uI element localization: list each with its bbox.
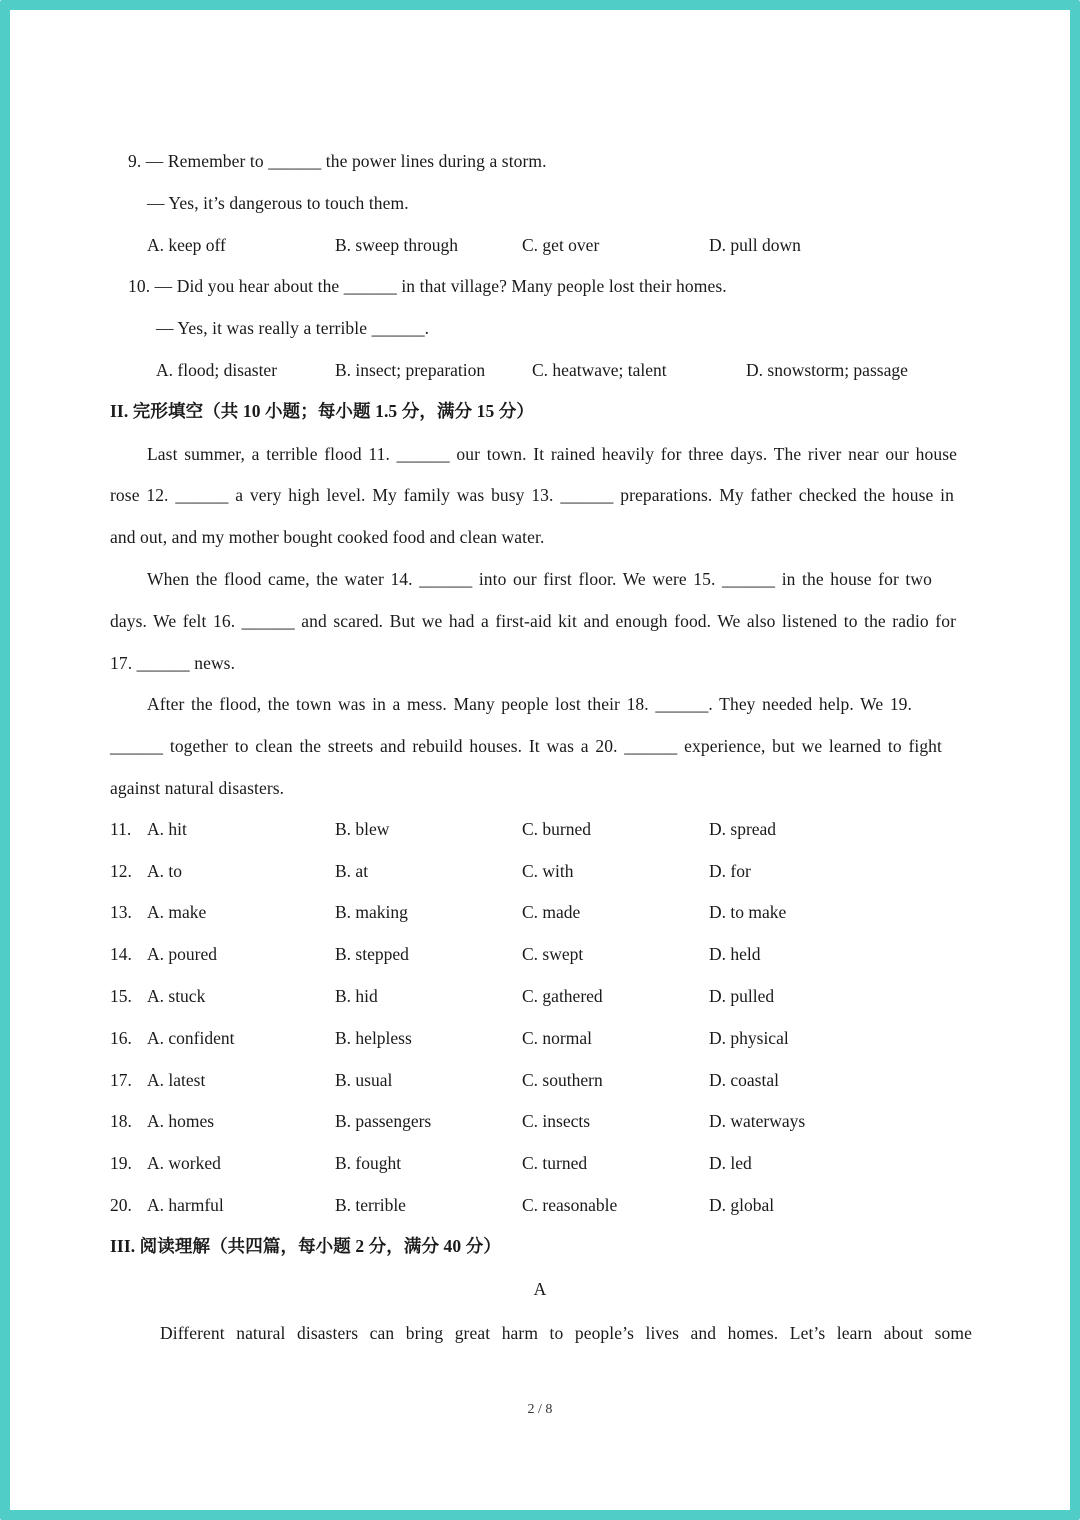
choice-c: C. swept — [522, 944, 584, 964]
choice-a: A. stuck — [147, 986, 206, 1006]
choice-a: A. hit — [147, 819, 187, 839]
choice-c: C. with — [522, 861, 574, 881]
choice-a: A. homes — [147, 1111, 215, 1131]
choice-c: C. normal — [522, 1028, 592, 1048]
choice-d: D. spread — [709, 819, 777, 839]
choice-num: 15. — [110, 986, 132, 1006]
cloze-line-5: days. We felt 16. ______ and scared. But we had a first-aid kit and enough food. We also listened to the radio for — [110, 611, 956, 631]
choice-a: A. latest — [147, 1070, 206, 1090]
choice-a: A. confident — [147, 1028, 235, 1048]
choice-num: 11. — [110, 819, 132, 839]
choice-b: B. blew — [335, 819, 390, 839]
choice-b: B. stepped — [335, 944, 409, 964]
choice-d: D. led — [709, 1153, 752, 1173]
choice-d: D. pulled — [709, 986, 775, 1006]
cloze-line-4: When the flood came, the water 14. ______ into our first floor. We were 15. ______ in the house for two — [147, 569, 932, 589]
q9-option-c: C. get over — [522, 235, 600, 255]
q10-option-a: A. flood; disaster — [156, 360, 278, 380]
q10-stem: 10. — Did you hear about the ______ in that village? Many people lost their homes. — [128, 276, 727, 296]
choice-c: C. made — [522, 902, 581, 922]
choice-num: 19. — [110, 1153, 132, 1173]
choice-d: D. held — [709, 944, 761, 964]
choice-c: C. southern — [522, 1070, 603, 1090]
choice-d: D. to make — [709, 902, 787, 922]
cloze-line-8: ______ together to clean the streets and rebuild houses. It was a 20. ______ experience, but we learned to fight — [110, 736, 942, 756]
choice-num: 18. — [110, 1111, 132, 1131]
cloze-line-6: 17. ______ news. — [110, 653, 236, 673]
cloze-line-1: Last summer, a terrible flood 11. ______ our town. It rained heavily for three days. The river near our house — [147, 444, 957, 464]
q9-reply: — Yes, it’s dangerous to touch them. — [147, 193, 409, 213]
cloze-line-7: After the flood, the town was in a mess. Many people lost their 18. ______. They needed help. We 19. — [147, 694, 912, 714]
choice-num: 14. — [110, 944, 132, 964]
q9-option-b: B. sweep through — [335, 235, 458, 255]
q9-stem: 9. — Remember to ______ the power lines during a storm. — [128, 151, 547, 171]
choice-num: 20. — [110, 1195, 132, 1215]
choice-b: B. terrible — [335, 1195, 406, 1215]
q9-option-d: D. pull down — [709, 235, 801, 255]
choice-b: B. usual — [335, 1070, 393, 1090]
choice-b: B. hid — [335, 986, 378, 1006]
cloze-line-9: against natural disasters. — [110, 778, 285, 798]
q10-option-b: B. insect; preparation — [335, 360, 486, 380]
q10-reply: — Yes, it was really a terrible ______. — [156, 318, 430, 338]
choice-num: 16. — [110, 1028, 132, 1048]
choice-c: C. gathered — [522, 986, 603, 1006]
choice-c: C. insects — [522, 1111, 591, 1131]
choice-a: A. worked — [147, 1153, 221, 1173]
cloze-line-3: and out, and my mother bought cooked food and clean water. — [110, 527, 545, 547]
section-2-title: II. 完形填空（共 10 小题；每小题 1.5 分，满分 15 分） — [110, 401, 534, 421]
passage-a-intro: Different natural disasters can bring great harm to people’s lives and homes. Let’s learn about some — [160, 1323, 972, 1343]
page-number: 2 / 8 — [527, 1402, 553, 1417]
q9-option-a: A. keep off — [147, 235, 226, 255]
choice-c: C. reasonable — [522, 1195, 618, 1215]
choice-b: B. making — [335, 902, 408, 922]
choice-c: C. turned — [522, 1153, 588, 1173]
choice-b: B. helpless — [335, 1028, 412, 1048]
passage-label: A — [533, 1279, 547, 1299]
choice-d: D. global — [709, 1195, 775, 1215]
q10-option-d: D. snowstorm; passage — [746, 360, 908, 380]
choice-b: B. at — [335, 861, 369, 881]
choice-num: 17. — [110, 1070, 132, 1090]
choice-d: D. waterways — [709, 1111, 806, 1131]
cloze-line-2: rose 12. ______ a very high level. My family was busy 13. ______ preparations. My father checked the house in — [110, 485, 954, 505]
section-3-title: III. 阅读理解（共四篇，每小题 2 分，满分 40 分） — [110, 1236, 501, 1256]
choice-a: A. make — [147, 902, 207, 922]
choice-a: A. to — [147, 861, 182, 881]
choice-d: D. coastal — [709, 1070, 779, 1090]
choice-num: 12. — [110, 861, 132, 881]
choice-d: D. for — [709, 861, 751, 881]
choice-a: A. poured — [147, 944, 217, 964]
choice-d: D. physical — [709, 1028, 789, 1048]
choice-c: C. burned — [522, 819, 592, 839]
q10-option-c: C. heatwave; talent — [532, 360, 667, 380]
choice-a: A. harmful — [147, 1195, 224, 1215]
choice-b: B. fought — [335, 1153, 402, 1173]
choice-num: 13. — [110, 902, 132, 922]
choice-b: B. passengers — [335, 1111, 432, 1131]
